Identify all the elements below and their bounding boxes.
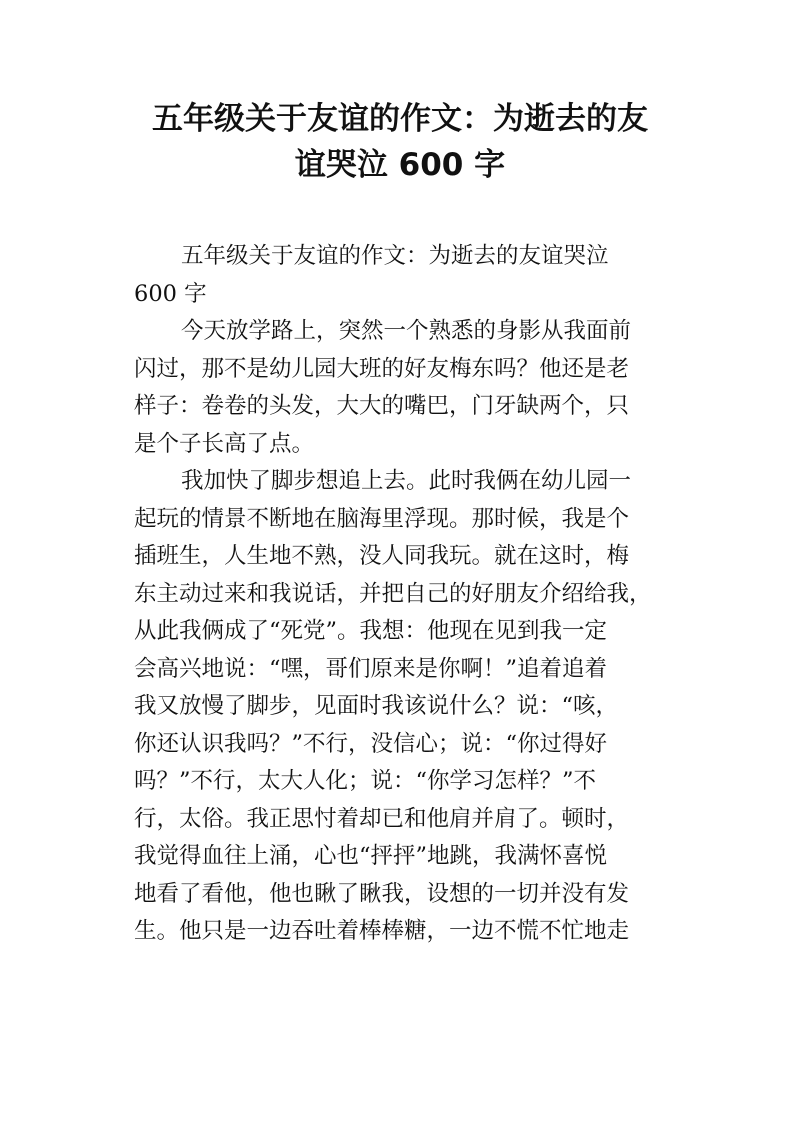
body-line: 你还认识我吗？”不行，没信心；说：“你过得好 — [134, 730, 608, 757]
body-line: 我觉得血往上涌，心也“抨抨”地跳，我满怀喜悦 — [134, 843, 608, 869]
title-line-1: 五年级关于友谊的作文：为逝去的友 — [152, 101, 648, 137]
body-line: 今天放学路上，突然一个熟悉的身影从我面前 — [181, 318, 632, 344]
body-line: 从此我俩成了“死党”。我想：他现在见到我一定 — [134, 618, 608, 644]
article-body — [134, 238, 674, 951]
body-line: 地看了看他，他也瞅了瞅我，设想的一切并没有发 — [134, 880, 630, 907]
title-line-2: 谊哭泣 600 字 — [294, 147, 506, 183]
body-line: 会高兴地说：“嘿，哥们原来是你啊！”追着追着 — [134, 655, 608, 682]
body-line: 东主动过来和我说话，并把自己的好朋友介绍给我， — [134, 580, 652, 607]
body-line: 我加快了脚步想追上去。此时我俩在幼儿园一 — [181, 468, 632, 494]
page-title — [100, 96, 700, 188]
body-line: 600 字 — [134, 280, 207, 307]
body-line: 是个子长高了点。 — [134, 430, 315, 457]
body-line: 行，太俗。我正思忖着却已和他肩并肩了。顿时， — [134, 805, 630, 832]
body-line: 样子：卷卷的头发，大大的嘴巴，门牙缺两个，只 — [134, 393, 630, 419]
body-line: 生。他只是一边吞吐着棒棒糖，一边不慌不忙地走 — [134, 918, 630, 944]
body-line: 插班生，人生地不熟，没人同我玩。就在这时，梅 — [134, 543, 630, 569]
body-line: 我又放慢了脚步，见面时我该说什么？说：“咳， — [134, 693, 619, 719]
body-line: 起玩的情景不断地在脑海里浮现。那时候，我是个 — [134, 505, 630, 532]
body-line: 闪过，那不是幼儿园大班的好友梅东吗？他还是老 — [134, 355, 630, 382]
body-line: 五年级关于友谊的作文：为逝去的友谊哭泣 — [181, 243, 609, 269]
body-line: 吗？”不行，太大人化；说：“你学习怎样？”不 — [134, 768, 597, 794]
